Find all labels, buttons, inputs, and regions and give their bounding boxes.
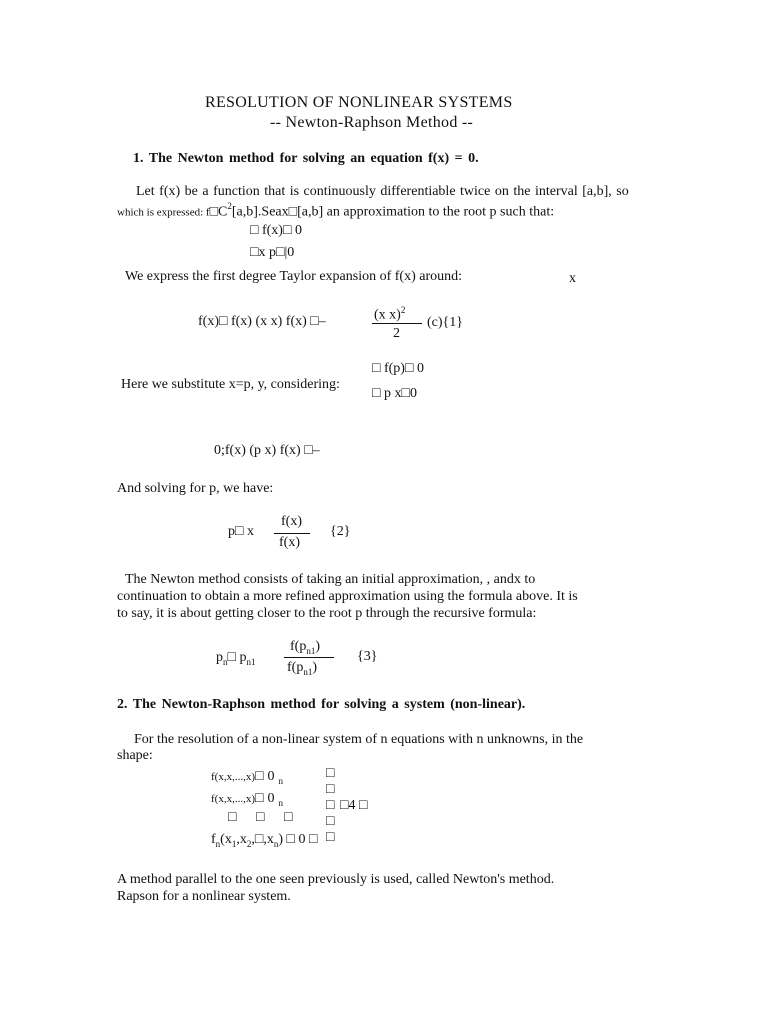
substitution-condition-2: □ p x□0: [372, 386, 417, 401]
closing-line-1: A method parallel to the one seen previously is used, called Newton's method.: [117, 872, 555, 887]
condition-2: □x p□|0: [250, 245, 295, 260]
box-glyph: □: [275, 245, 285, 260]
box-glyph: □: [227, 650, 236, 665]
box-glyph: □: [358, 798, 368, 813]
box-glyph: □: [310, 314, 319, 329]
box-glyph: □: [372, 386, 381, 401]
box-glyph: □: [255, 769, 264, 784]
box-glyph: □: [250, 223, 259, 238]
intro-line-2: which is expressed: $f□C^2[a,b].Seax□[a,b]$ an approximation to the root p such that:: [117, 201, 555, 220]
box-glyph: □: [282, 223, 292, 238]
equation-3-denominator: $f(p_{n1})$: [287, 660, 317, 677]
newton-line-2: continuation to obtain a more refined approximation using the formula above. It is: [117, 589, 578, 604]
box-glyph: □: [340, 798, 349, 813]
equation-2-lhs: p□ x: [228, 524, 254, 539]
box-glyph: □: [401, 386, 410, 401]
system-tag: □4 □: [340, 798, 368, 813]
equation-1-tag: (c){1}: [427, 315, 463, 330]
intro-line-1: Let f(x) be a function that is continuously differentiable twice on the interval [a,b], so: [136, 184, 629, 199]
box-glyph: □: [255, 810, 265, 825]
equation-1-lhs: f(x)□ f(x) (x x) f(x) □–: [198, 314, 326, 329]
box-glyph: □: [372, 361, 381, 376]
taylor-text: We express the first degree Taylor expansion of f(x) around:: [125, 269, 463, 284]
box-glyph: □: [326, 814, 335, 829]
equation-1-numerator: (x x)$^2$: [374, 305, 406, 323]
equation-2-tag: {2}: [330, 524, 351, 539]
system-ellipsis-row: [228, 810, 292, 826]
equation-3-lhs: $p_n□$ $p_{n1}$: [216, 650, 256, 667]
box-glyph: □: [404, 361, 414, 376]
system-row-n: $f_n(x_1,x_2,□,x_n)$ □ 0 □: [211, 832, 318, 849]
substitution-condition-1: □ f(p)□ 0: [372, 361, 424, 376]
box-glyph: □: [304, 443, 313, 458]
equation-2-fraction-bar: [274, 533, 310, 534]
system-row-2: f(x,x,...,x)□ 0 $_n$: [211, 791, 283, 809]
closing-line-2: Rapson for a nonlinear system.: [117, 889, 291, 904]
solving-text: And solving for p, we have:: [117, 481, 274, 496]
zero-equation: 0;f(x) (p x) f(x) □–: [214, 443, 320, 458]
newton-line-1: The Newton method consists of taking an initial approximation, , andx to: [125, 572, 536, 587]
substitution-text: Here we substitute x=p, y, considering:: [121, 377, 340, 392]
box-glyph: □: [308, 832, 318, 847]
box-glyph: □: [286, 832, 295, 847]
box-glyph: □: [255, 791, 264, 806]
equation-3-tag: {3}: [357, 649, 378, 664]
section-1-heading: 1. The Newton method for solving an equation f(x) = 0.: [133, 151, 479, 166]
newton-line-3: to say, it is about getting closer to the root p through the recursive formula:: [117, 606, 537, 621]
equation-1-fraction-bar: [372, 323, 422, 324]
box-glyph: □: [209, 204, 219, 220]
section-2-heading: 2. The Newton-Raphson method for solving a system (non-linear).: [117, 697, 526, 712]
condition-1: □ f(x)□ 0: [250, 223, 302, 238]
system-row-1: f(x,x,...,x)□ 0 $_n$: [211, 769, 283, 787]
section-2-intro-line-2: shape:: [117, 748, 153, 763]
box-glyph: □: [326, 830, 335, 845]
equation-2-numerator: f(x): [281, 514, 302, 529]
box-glyph: □: [326, 766, 335, 781]
equation-3-numerator: $f(p_{n1})$: [290, 639, 320, 656]
section-2-intro-line-1: For the resolution of a non-linear system of n equations with n unknowns, in the: [134, 732, 584, 747]
system-brace: [326, 766, 340, 846]
box-glyph: □: [326, 782, 335, 797]
taylor-variable: x: [569, 271, 576, 286]
document-subtitle: -- Newton-Raphson Method --: [270, 114, 474, 131]
box-glyph: □: [283, 810, 293, 825]
equation-1-denominator: 2: [393, 326, 400, 341]
box-glyph: □: [228, 810, 237, 825]
box-glyph: □: [250, 245, 259, 260]
box-glyph: □: [326, 798, 335, 813]
box-glyph: □: [254, 832, 264, 847]
equation-3-fraction-bar: [284, 657, 334, 658]
document-title: RESOLUTION OF NONLINEAR SYSTEMS: [205, 94, 513, 111]
box-glyph: □: [219, 314, 228, 329]
box-glyph: □: [288, 204, 298, 220]
box-glyph: □: [235, 524, 244, 539]
equation-2-denominator: f(x): [279, 535, 300, 550]
